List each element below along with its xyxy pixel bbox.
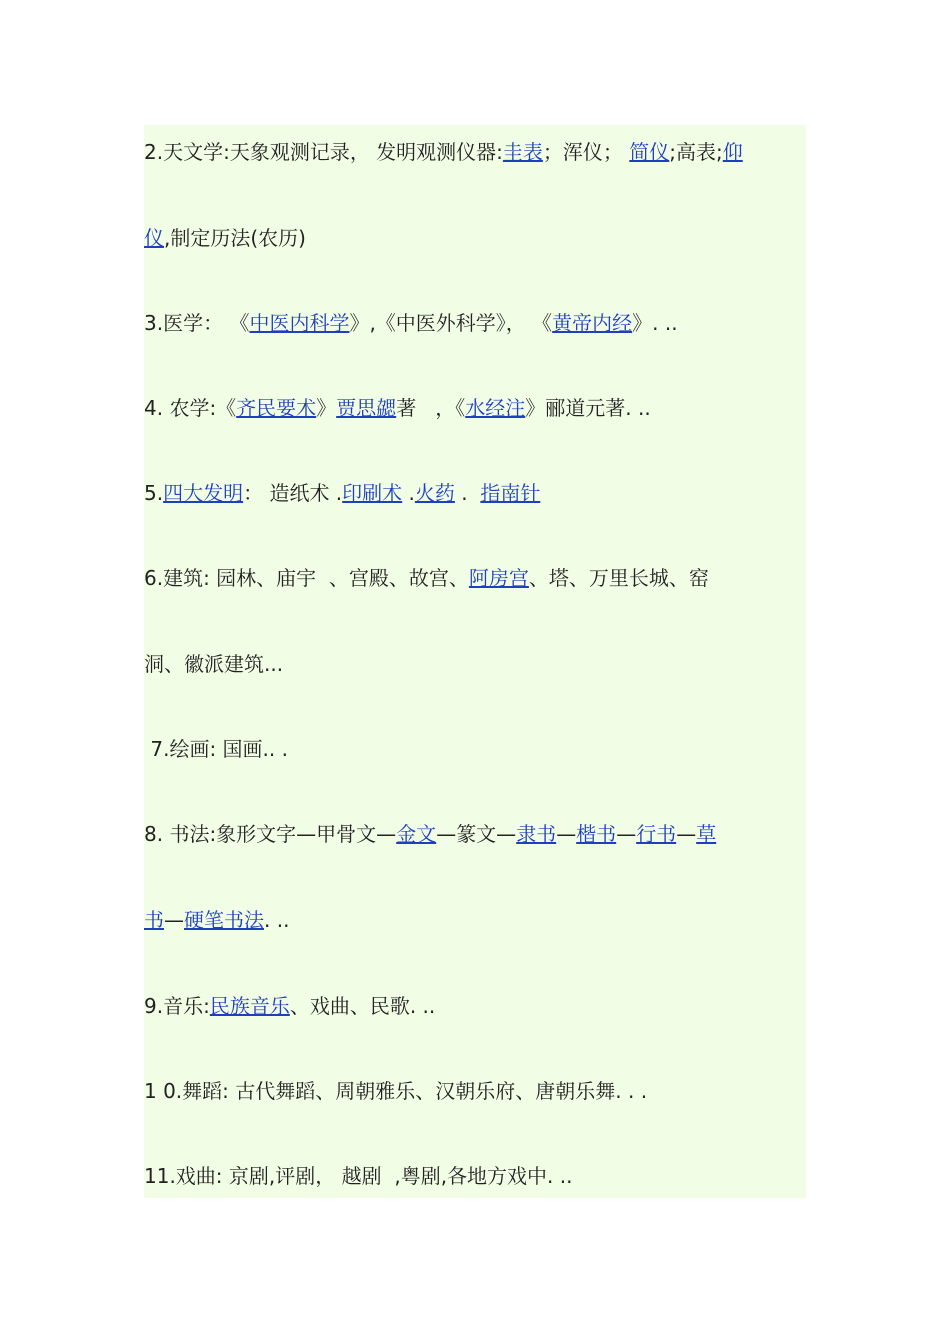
body-text: 、塔、万里长城、窑 [528, 566, 709, 590]
link-text[interactable]: 中医内科学 [249, 311, 350, 335]
body-text: ;高表; [669, 140, 723, 164]
body-text: 》郦道元著. .. [525, 396, 651, 420]
link-text[interactable]: 贾思勰 [336, 396, 397, 420]
body-text: . [402, 481, 415, 505]
link-text[interactable]: 仰 [722, 140, 743, 164]
body-text: ；浑仪； [542, 140, 630, 164]
body-text: 11.戏曲: 京剧,评剧， 越剧 ,粤剧,各地方戏中. .. [144, 1164, 573, 1188]
body-text: 、戏曲、民歌. .. [289, 994, 436, 1018]
body-text: 洞、徽派建筑... [144, 652, 284, 676]
body-text: 》. .. [632, 311, 678, 335]
link-text[interactable]: 仪 [144, 226, 164, 250]
body-text: 》,《中医外科学》， 《 [349, 311, 553, 335]
body-text: — [164, 908, 184, 932]
body-text: —篆文— [436, 822, 517, 846]
link-text[interactable]: 行书 [636, 822, 677, 846]
link-text[interactable]: 硬笔书法 [184, 908, 264, 932]
body-text: 6.建筑: 园林、庙宇 、宫殿、故宫、 [144, 566, 469, 590]
body-text: 9.音乐: [144, 994, 210, 1018]
link-text[interactable]: 指南针 [480, 481, 541, 505]
line-13 [144, 1162, 814, 1190]
body-text: 8. 书法:象形文字—甲骨文— [144, 822, 397, 846]
body-text: ,制定历法(农历) [164, 226, 306, 250]
link-text[interactable]: 四大发明 [163, 481, 244, 505]
link-text[interactable]: 齐民要术 [236, 396, 317, 420]
link-text[interactable]: 印刷术 [342, 481, 403, 505]
line-4 [144, 394, 814, 422]
link-text[interactable]: 隶书 [516, 822, 557, 846]
body-text: 著 ，《 [396, 396, 466, 420]
link-text[interactable]: 火药 [414, 481, 455, 505]
body-text: ： 造纸术 . [243, 481, 343, 505]
body-text: 2.天文学:天象观测记录， 发明观测仪器: [144, 140, 503, 164]
body-text: 4. 农学:《 [144, 396, 237, 420]
body-text: . [454, 481, 481, 505]
link-text[interactable]: 阿房宫 [468, 566, 529, 590]
line-8 [144, 735, 814, 763]
line-1 [144, 138, 814, 166]
link-text[interactable]: 民族音乐 [209, 994, 290, 1018]
link-text[interactable]: 水经注 [465, 396, 526, 420]
body-text: . .. [264, 908, 290, 932]
line-7 [144, 650, 814, 678]
line-2 [144, 224, 814, 252]
body-text: 7.绘画: 国画.. . [144, 737, 288, 761]
body-text: 3.医学： 《 [144, 311, 250, 335]
link-text[interactable]: 简仪 [629, 140, 670, 164]
body-text: 1 0.舞蹈: 古代舞蹈、周朝雅乐、汉朝乐府、唐朝乐舞. . . [144, 1079, 648, 1103]
link-text[interactable]: 书 [144, 908, 164, 932]
link-text[interactable]: 金文 [396, 822, 437, 846]
line-9 [144, 820, 814, 848]
line-3 [144, 309, 814, 337]
body-text: 》 [316, 396, 337, 420]
body-text: — [556, 822, 577, 846]
line-5 [144, 479, 814, 507]
link-text[interactable]: 草 [696, 822, 717, 846]
body-text: 5. [144, 481, 164, 505]
body-text: — [616, 822, 637, 846]
link-text[interactable]: 圭表 [502, 140, 543, 164]
line-10 [144, 906, 814, 934]
link-text[interactable]: 黄帝内经 [552, 311, 633, 335]
body-text: — [676, 822, 697, 846]
link-text[interactable]: 楷书 [576, 822, 617, 846]
line-6 [144, 564, 814, 592]
line-11 [144, 992, 814, 1020]
line-12 [144, 1077, 814, 1105]
